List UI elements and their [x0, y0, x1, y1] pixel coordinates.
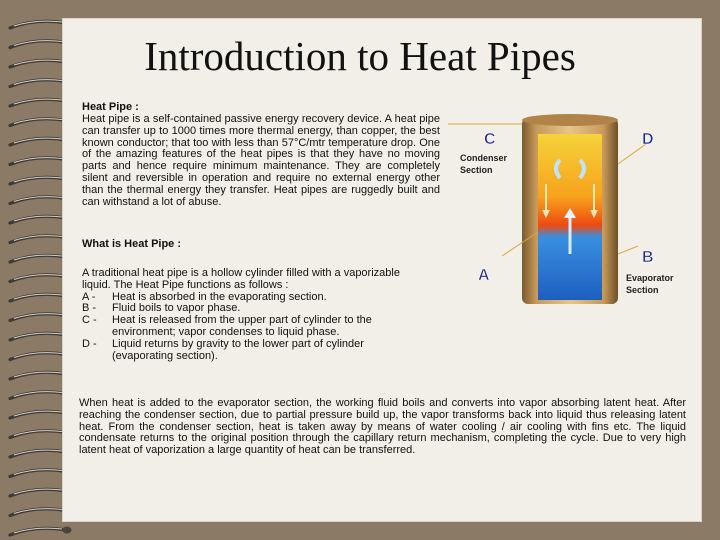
- step-label: C -: [82, 314, 97, 327]
- step-text: Heat is absorbed in the evaporating section.: [112, 290, 327, 303]
- condenser-label: Condenser: [460, 153, 508, 163]
- step-continuation: (evaporating section).: [112, 349, 218, 362]
- function-list: [82, 268, 442, 362]
- evaporator-label: Section: [626, 285, 659, 295]
- list-item: [82, 339, 442, 351]
- step-label: A -: [82, 290, 96, 303]
- step-text: Heat is released from the upper part of cylinder to the: [112, 314, 372, 327]
- condenser-label: Section: [460, 165, 493, 175]
- step-text: Fluid boils to vapor phase.: [112, 302, 241, 315]
- intro-line: liquid. The Heat Pipe functions as follows :: [82, 278, 289, 291]
- cycle-description: When heat is added to the evaporator section, the working fluid boils and converts into vapor absorbing latent heat. After reaching the condenser section, due to partial pressure build up, the vapor transforms back into liquid thus releasing latent heat. From the condenser section, heat is taken away by means of water cooling / air cooling with fins etc. The liquid condensate returns to the original position through the capillary return mechanism, completing the cycle. Due to very high latent heat of vaporization a large quantity of heat can be transferred.: [79, 397, 686, 457]
- step-continuation: environment; vapor condenses to liquid phase.: [112, 325, 340, 338]
- heat-pipe-description: Heat pipe is a self-contained passive energy recovery device. A heat pipe can transfer up to 1000 times more thermal energy, than copper, the best known conductor; that too with less than 57°C/mtr temperature drop. One of the amazing features of the heat pipes is that they have no moving parts and hence require minimum maintenance. They are completely silent and reversible in operation and require no external energy other than the thermal energy they transfer. Heat pipes are ruggedly built and can withstand a lot of abuse.: [82, 113, 440, 208]
- leader-line: [618, 246, 638, 254]
- heat-pipe-heading: Heat Pipe :: [82, 101, 139, 113]
- intro-line: A traditional heat pipe is a hollow cylinder filled with a vaporizable: [82, 267, 400, 279]
- slide-title: Introduction to Heat Pipes: [144, 33, 576, 79]
- what-is-heading: What is Heat Pipe :: [82, 238, 182, 250]
- step-text: Liquid returns by gravity to the lower part of cylinder: [112, 337, 364, 350]
- binding-hole: [63, 527, 72, 534]
- step-label: B -: [82, 302, 97, 315]
- label-d: D: [642, 131, 654, 148]
- step-label: D -: [82, 337, 97, 350]
- pipe-top: [522, 114, 618, 126]
- evaporator-label: Evaporator: [626, 273, 674, 283]
- label-b: B: [642, 249, 654, 266]
- label-c: C: [484, 131, 496, 148]
- heat-pipe-diagram: [448, 104, 700, 312]
- label-a: A: [478, 267, 490, 284]
